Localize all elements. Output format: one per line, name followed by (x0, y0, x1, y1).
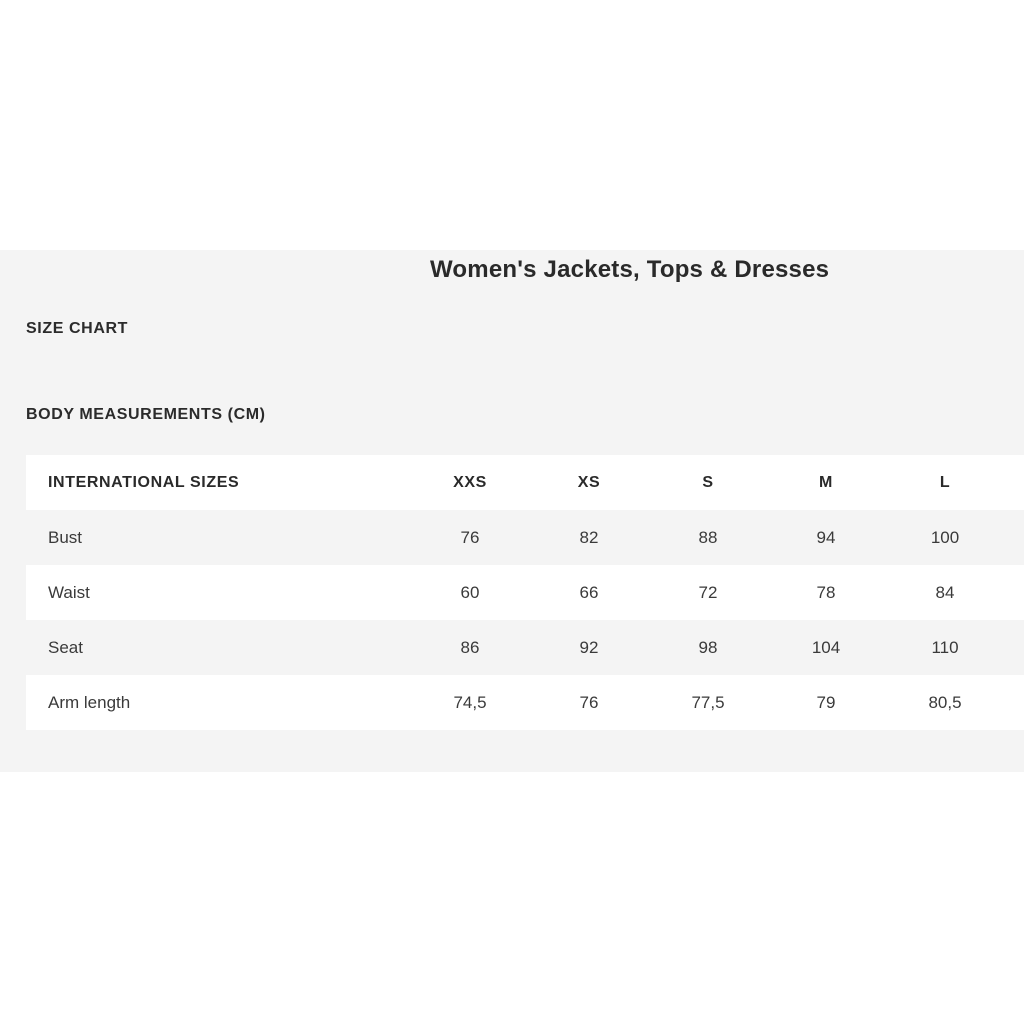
table-cell: 78 (816, 583, 836, 602)
page-title: Women's Jackets, Tops & Dresses (430, 256, 830, 283)
header-size-l: L (939, 474, 951, 491)
table-cell: 74,5 (453, 693, 487, 712)
table-cell: 86 (460, 638, 480, 657)
table-cell: 100 (930, 528, 960, 547)
row-label: Seat (48, 638, 83, 657)
header-label: INTERNATIONAL SIZES (48, 474, 240, 491)
table-cell: 60 (460, 583, 480, 602)
row-label: Arm length (48, 693, 131, 712)
table-cell: 88 (698, 528, 718, 547)
table-cell: 84 (935, 583, 955, 602)
table-cell: 66 (579, 583, 599, 602)
table-row-seat (26, 620, 1024, 675)
row-label: Bust (48, 528, 83, 547)
table-cell: 98 (698, 638, 718, 657)
header-size-xxs: XXS (453, 474, 487, 491)
table-cell: 76 (579, 693, 599, 712)
row-label: Waist (48, 583, 90, 602)
table-cell: 82 (579, 528, 599, 547)
body-measurements-heading: BODY MEASUREMENTS (CM) (26, 406, 266, 423)
table-cell: 72 (698, 583, 718, 602)
table-row-arm-length (26, 675, 1024, 730)
table-cell: 94 (816, 528, 836, 547)
header-size-m: M (819, 474, 833, 491)
table-cell: 80,5 (928, 693, 962, 712)
size-table (26, 455, 1024, 730)
table-cell: 79 (816, 693, 836, 712)
table-row-waist (26, 565, 1024, 620)
table-cell: 110 (931, 638, 959, 657)
table-row-bust (26, 510, 1024, 565)
table-cell: 92 (579, 638, 599, 657)
table-cell: 104 (811, 638, 841, 657)
header-size-s: S (702, 474, 714, 491)
table-cell: 77,5 (691, 693, 725, 712)
table-header-row (26, 455, 1024, 510)
header-size-xs: XS (577, 474, 601, 491)
table-cell: 76 (460, 528, 480, 547)
size-chart-heading: SIZE CHART (26, 320, 128, 337)
